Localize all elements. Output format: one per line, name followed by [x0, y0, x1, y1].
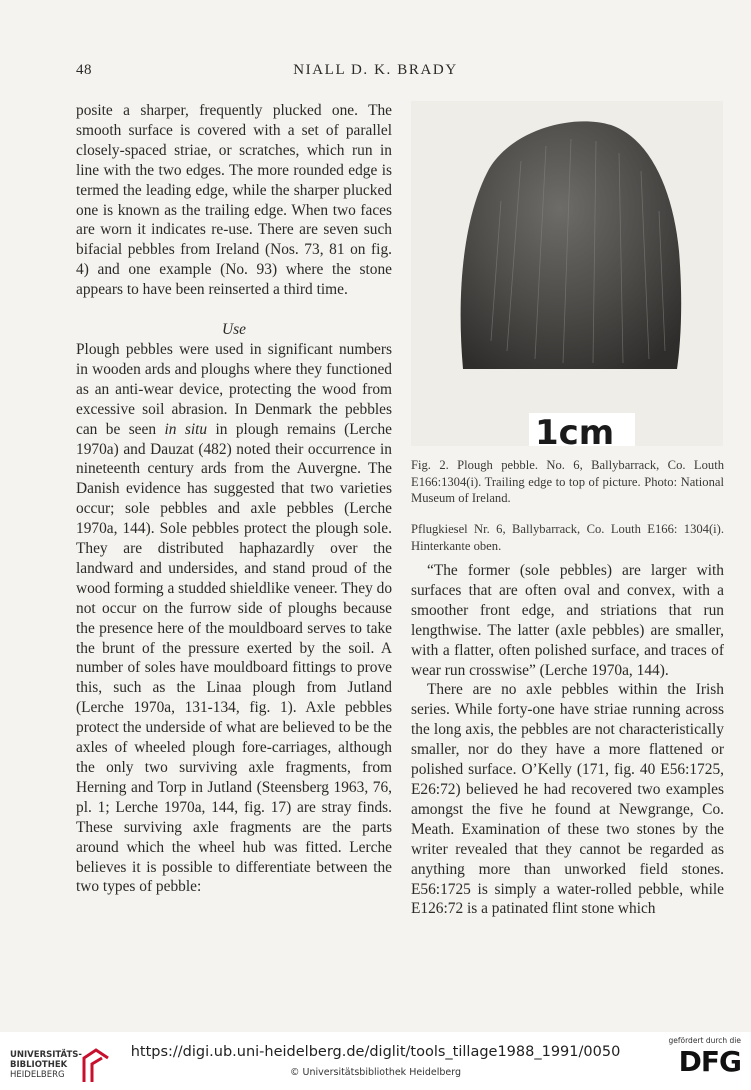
- left-column: [76, 101, 392, 897]
- figure-photo-plough-pebble: [411, 101, 723, 446]
- library-name-line3: HEIDELBERG: [10, 1070, 65, 1080]
- funding-note: gefördert durch die: [668, 1036, 741, 1045]
- italic-in-situ: in situ: [164, 420, 208, 438]
- digitization-footer: [0, 1032, 751, 1090]
- pebble-photo-graphic: [411, 101, 723, 446]
- right-column: [411, 561, 724, 919]
- paragraph-use-text-b: in plough remains (Lerche 1970a) and Dauzat (482) noted their occurrence in nineteenth century ards from the Auvergne. The Danish evidence has suggested that two varieties occur; sole pebbles and axle pebbles (Lerche 1970a, 144). Sole pebbles protect the plough sole. They are distributed haphazardly over the landward and undersides, and stand proud of the wood forming a studded shieldlike veneer. They do not occur on the furrow side of ploughs because the presence here of the mouldboard serves to take the brunt of the pressure exerted by the soil. A number of soles have mouldboard fittings to prove this, such as the Linaa plough from Jutland (Lerche 1970a, 131-134, fig. 1). Axle pebbles protect the underside of what are believed to be the axles of wheeled plough fore-carriages, although the only two surviving axle fragments, from Herning and Torp in Jutland (Steensberg 1963, 76, pl. 1; Lerche 1970a, 144, fig. 17) are stray finds. These surviving axle fragments are the parts around which the wheel hub was fitted. Lerche believes it is possible to differentiate between the two types of pebble:: [76, 420, 393, 896]
- library-name-line2: BIBLIOTHEK: [10, 1060, 68, 1070]
- paragraph-continuation: posite a sharper, frequently plucked one. The smooth surface is covered with a set of parallel closely-spaced striae, or scratches, which run in line with the two edges. The more rounded edge is termed the leading edge, while the sharper plucked one is known as the trailing edge. When two faces are worn it indicates re-use. There are seven such bifacial pebbles from Ireland (Nos. 73, 81 on fig. 4) and one example (No. 93) where the stone appears to have been reinserted a third time.: [76, 102, 392, 299]
- library-name-line1: UNIVERSITÄTS-: [10, 1050, 82, 1060]
- figure-caption-english: Fig. 2. Plough pebble. No. 6, Ballybarrack, Co. Louth E166:1304(i). Trailing edge to top of picture. Photo: National Museum of Ireland.: [411, 458, 724, 506]
- dfg-logo: DFG: [678, 1045, 741, 1078]
- figure-caption-german: Pflugkiesel Nr. 6, Ballybarrack, Co. Louth E166: 1304(i). Hinterkante oben.: [411, 522, 724, 553]
- footer-url-link[interactable]: https://digi.ub.uni-heidelberg.de/diglit/tools_tillage1988_1991/0050: [130, 1044, 621, 1060]
- running-head: NIALL D. K. BRADY: [293, 62, 458, 78]
- scale-bar-label: 1cm: [535, 413, 615, 446]
- paragraph-use-text-a: Plough pebbles were used in significant numbers in wooden ards and ploughs where they functioned as an anti-wear device, protecting the wood from excessive soil abrasion. In Denmark the pebbles can be seen: [76, 340, 392, 438]
- paragraph-quote: “The former (sole pebbles) are larger with surfaces that are often oval and convex, with a smoother front edge, and striations that run lengthwise. The latter (axle pebbles) are smaller, with a flatter, often polished surface, and traces of wear run crosswise” (Lerche 1970a, 144).: [411, 562, 724, 679]
- page-header: [0, 62, 751, 84]
- section-heading-use: Use: [222, 321, 246, 339]
- footer-copyright: © Universitätsbibliothek Heidelberg: [289, 1067, 461, 1078]
- paragraph-irish-series: There are no axle pebbles within the Irish series. While forty-one have striae running across the long axis, the pebbles are not characteristically smaller, nor do they have a more flattened or polished surface. O’Kelly (171, fig. 40 E56:1725, E26:72) believed he had recovered two examples amongst the five he found at Newgrange, Co. Meath. Examination of these two stones by the writer revealed that they cannot be regarded as anything more than unworked field stones. E56:1725 is simply a water-rolled pebble, while E126:72 is a patinated flint stone which: [411, 681, 724, 918]
- paragraph-use: [76, 340, 392, 897]
- page-number: 48: [76, 62, 92, 78]
- dfg-funding-block: [661, 1036, 741, 1086]
